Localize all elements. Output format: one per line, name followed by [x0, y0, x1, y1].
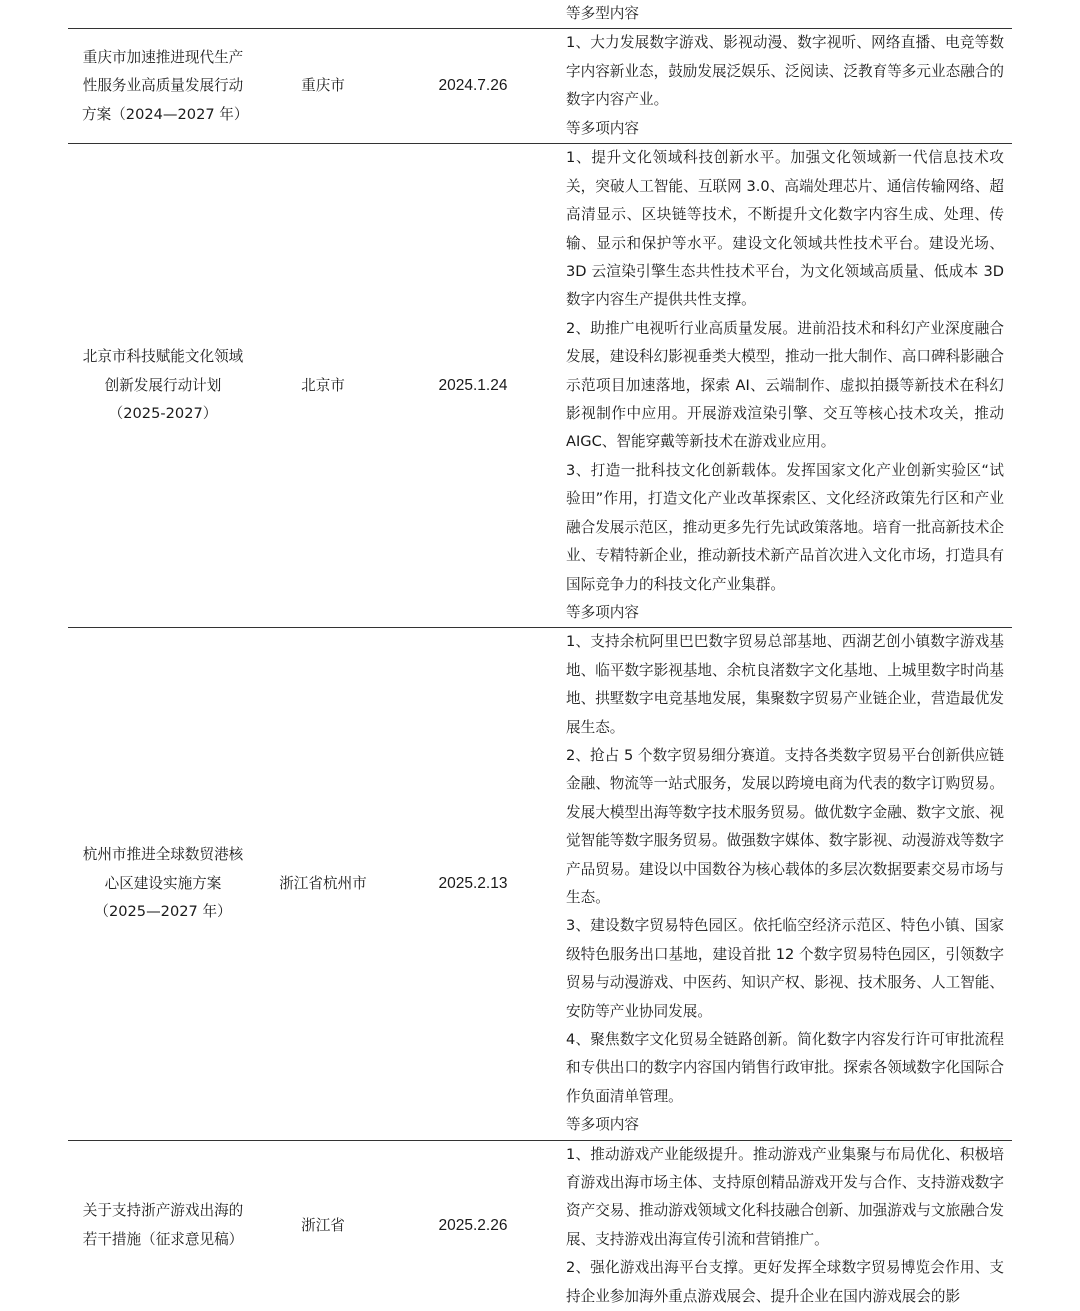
policy-content [558, 0, 1012, 29]
policy-region: 浙江省 [258, 1140, 388, 1311]
policy-region: 浙江省杭州市 [258, 628, 388, 1140]
policy-content [558, 628, 1012, 1140]
more-items-note: 等多项内容 [566, 119, 639, 137]
policy-item: 2、强化游戏出海平台支撑。更好发挥全球数字贸易博览会作用、支持企业参加海外重点游戏展会、提升企业在国内游戏展会的影 [566, 1259, 1004, 1305]
policy-item: 2、助推广电视听行业高质量发展。进前沿技术和科幻产业深度融合发展，建设科幻影视垂类大模型，推动一批大制作、高口碑科影融合示范项目加速落地，探索 AI、云端制作、虚拟拍摄等新技术在科幻影视制作中应用。开展游戏渲染引擎、交互等核心技术攻关，推动 AIGC、智能穿戴等新技术在游戏业应用。 [566, 319, 1004, 451]
policy-name [68, 0, 258, 29]
more-items-note: 等多项内容 [566, 1116, 639, 1134]
policy-date: 2025.2.13 [388, 628, 558, 1140]
policy-region: 重庆市 [258, 29, 388, 144]
policy-item: 1、推动游戏产业能级提升。推动游戏产业集聚与布局优化、积极培育游戏出海市场主体、支持原创精品游戏开发与合作、支持游戏数字资产交易、推动游戏领域文化科技融合创新、加强游戏与文旅融合发展、支持游戏出海宣传引流和营销推广。 [566, 1145, 1004, 1248]
policy-content [558, 144, 1012, 628]
policy-item: 1、大力发展数字游戏、影视动漫、数字视听、网络直播、电竞等数字内容新业态，鼓励发展泛娱乐、泛阅读、泛教育等多元业态融合的数字内容产业。 [566, 34, 1004, 109]
table-row [68, 144, 1012, 628]
policy-name: 杭州市推进全球数贸港核心区建设实施方案（2025—2027 年） [68, 628, 258, 1140]
policy-region [258, 0, 388, 29]
policy-date: 2024.7.26 [388, 29, 558, 144]
policy-name: 关于支持浙产游戏出海的若干措施（征求意见稿） [68, 1140, 258, 1311]
table-row [68, 29, 1012, 144]
policy-item: 4、聚焦数字文化贸易全链路创新。简化数字内容发行许可审批流程和专供出口的数字内容国内销售行政审批。探索各领域数字化国际合作负面清单管理。 [566, 1031, 1004, 1105]
policy-content [558, 1140, 1012, 1311]
policy-date: 2025.2.26 [388, 1140, 558, 1311]
policy-name: 北京市科技赋能文化领域创新发展行动计划（2025-2027） [68, 144, 258, 628]
policy-table [68, 0, 1012, 1311]
policy-name: 重庆市加速推进现代生产性服务业高质量发展行动方案（2024—2027 年） [68, 29, 258, 144]
policy-item: 2、抢占 5 个数字贸易细分赛道。支持各类数字贸易平台创新供应链金融、物流等一站式服务，发展以跨境电商为代表的数字订购贸易。发展大模型出海等数字技术服务贸易。做优数字金融、数字文旅、视觉智能等数字服务贸易。做强数字媒体、数字影视、动漫游戏等数字产品贸易。建设以中国数谷为核心载体的多层次数据要素交易市场与生态。 [566, 746, 1004, 906]
more-items-note: 等多型内容 [566, 5, 639, 22]
policy-content [558, 29, 1012, 144]
table-row [68, 1140, 1012, 1311]
policy-item: 1、提升文化领域科技创新水平。加强文化领域新一代信息技术攻关，突破人工智能、互联网 3.0、高端处理芯片、通信传输网络、超高清显示、区块链等技术，不断提升文化数字内容生成、处理、传输、显示和保护等水平。建设文化领域共性技术平台。建设光场、3D 云渲染引擎生态共性技术平台，为文化领域高质量、低成本 3D 数字内容生产提供共性支撑。 [566, 149, 1004, 309]
table-row [68, 0, 1012, 29]
policy-item: 1、支持余杭阿里巴巴数字贸易总部基地、西湖艺创小镇数字游戏基地、临平数字影视基地、余杭良渚数字文化基地、上城里数字时尚基地、拱墅数字电竞基地发展，集聚数字贸易产业链企业，营造最优发展生态。 [566, 633, 1004, 736]
policy-date: 2025.1.24 [388, 144, 558, 628]
policy-region: 北京市 [258, 144, 388, 628]
more-items-note: 等多项内容 [566, 603, 639, 621]
policy-item: 3、建设数字贸易特色园区。依托临空经济示范区、特色小镇、国家级特色服务出口基地，建设首批 12 个数字贸易特色园区，引领数字贸易与动漫游戏、中医药、知识产权、影视、技术服务、人工智能、安防等产业协同发展。 [566, 917, 1004, 1020]
policy-item: 3、打造一批科技文化创新载体。发挥国家文化产业创新实验区“试验田”作用，打造文化产业改革探索区、文化经济政策先行区和产业融合发展示范区，推动更多先行先试政策落地。培育一批高新技术企业、专精特新企业，推动新技术新产品首次进入文化市场，打造具有国际竞争力的科技文化产业集群。 [566, 461, 1004, 593]
policy-date [388, 0, 558, 29]
table-row [68, 628, 1012, 1140]
